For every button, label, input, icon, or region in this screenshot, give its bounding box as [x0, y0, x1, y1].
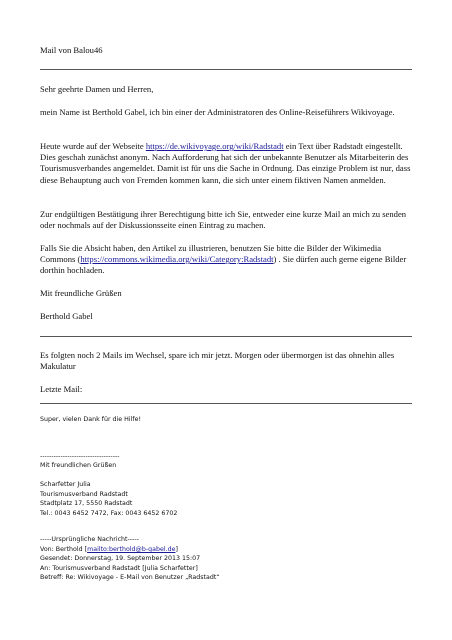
- commons-radstadt-link[interactable]: https://commons.wikimedia.org/wiki/Category:Radstadt: [80, 254, 274, 265]
- original-to: An: Tourismusverband Radstadt [Julia Scharfetter]: [40, 565, 198, 572]
- divider: [40, 336, 412, 337]
- divider: [40, 403, 412, 404]
- paragraph-webpage: [40, 141, 412, 186]
- original-message-header: -----Ursprüngliche Nachricht-----: [40, 536, 139, 543]
- text: ) . Sie dürfen auch gerne eigene Bilder dorthin hochladen.: [40, 254, 407, 276]
- intro-paragraph: mein Name ist Berthold Gabel, ich bin einer der Administratoren des Online-Reiseführers Wikivoyage.: [40, 107, 395, 117]
- reply-thanks: Super, vielen Dank für die Hilfe!: [40, 416, 142, 423]
- reply-greeting: Mit freundlichen Grüßen: [40, 462, 117, 469]
- mailto-link[interactable]: mailto:berthold@b-gabel.de: [87, 546, 176, 553]
- salutation: Sehr geehrte Damen und Herren,: [40, 84, 154, 94]
- text: Falls Sie die Absicht haben, den Artikel zu illustrieren, benutzen Sie bitte die Bilder der Wikimedia Commons (: [40, 243, 382, 265]
- wikivoyage-radstadt-link[interactable]: https://de.wikivoyage.org/wiki/Radstadt: [145, 141, 284, 151]
- original-subject: Betreff: Re: Wikivoyage - E-Mail von Benutzer „Radstadt“: [40, 574, 220, 581]
- reply-dashes: -----------------------------------: [40, 453, 120, 460]
- text: ein Text über Radstadt eingestellt. Dies geschah zunächst anonym. Nach Aufforderung hat sich der unbekannte Benutzer als Mitarbeiterin des Tourismusverbandes angemeldet. Damit ist für uns die Sache in Ordnung. Das einzige Problem ist nur, dass diese Behauptung auch von Fremden kommen kann, die sich unter einem fiktiven Namen anmelden.: [40, 141, 411, 185]
- divider: [40, 69, 412, 70]
- paragraph-commons: [40, 243, 412, 277]
- text: Heute wurde auf der Webseite: [40, 141, 146, 151]
- reply-address: Stadtplatz 17, 5550 Radstadt: [40, 500, 133, 507]
- original-sent: Gesendet: Donnerstag, 19. September 2013 15:07: [40, 555, 201, 562]
- signature: Berthold Gabel: [40, 311, 93, 321]
- reply-phone: Tel.: 0043 6452 7472, Fax: 0043 6452 6702: [40, 510, 178, 517]
- closing: Mit freundliche Grüßen: [40, 288, 122, 298]
- reply-org: Tourismusverband Radstadt: [40, 491, 128, 498]
- note-paragraph: Es folgten noch 2 Mails im Wechsel, spare ich mir jetzt. Morgen oder übermorgen ist das ohnehin alles Makulatur: [40, 350, 395, 372]
- text: ]: [175, 546, 178, 553]
- mail-title: Mail von Balou46: [40, 45, 103, 55]
- reply-name: Scharfetter Julia: [40, 481, 91, 488]
- text: Von: Berthold [: [40, 546, 88, 553]
- paragraph-confirmation: Zur endgültigen Bestätigung ihrer Berechtigung bitte ich Sie, entweder eine kurze Mail an mich zu senden oder nochmals auf der Diskussionsseite einen Eintrag zu machen.: [40, 209, 407, 231]
- last-mail-label: Letzte Mail:: [40, 384, 83, 394]
